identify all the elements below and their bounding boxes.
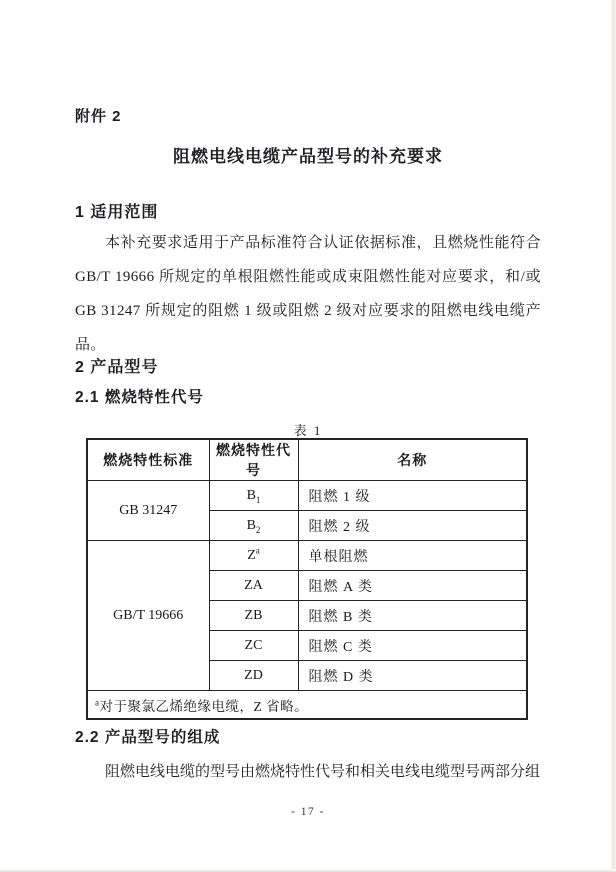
- code-cell: ZC: [209, 631, 298, 661]
- header-code: 燃烧特性代号: [209, 439, 298, 481]
- footnote-cell: [87, 691, 527, 720]
- name-cell: 单根阻燃: [298, 541, 527, 571]
- header-standard: 燃烧特性标准: [87, 439, 209, 481]
- section-2-2-paragraph: 阻燃电线电缆的型号由燃烧特性代号和相关电线电缆型号两部分组: [105, 764, 541, 780]
- code-cell: $B_1$: [209, 481, 298, 511]
- name-cell: 阻燃 2 级: [298, 511, 527, 541]
- name-cell: 阻燃 1 级: [298, 481, 527, 511]
- name-cell: 阻燃 C 类: [298, 631, 527, 661]
- table-row: [87, 541, 527, 571]
- attachment-label: 附件 2: [75, 108, 122, 125]
- name-cell: 阻燃 B 类: [298, 601, 527, 631]
- code-cell: ZA: [209, 571, 298, 601]
- document-title: 阻燃电线电缆产品型号的补充要求: [173, 147, 443, 166]
- code-cell: $Z^a$: [209, 541, 298, 571]
- table-caption: 表 1: [293, 423, 323, 438]
- standard-cell: GB 31247: [87, 481, 209, 541]
- footnote-marker: a: [95, 697, 100, 707]
- table-row: [87, 481, 527, 511]
- section-1-heading: 1 适用范围: [75, 204, 159, 221]
- name-cell: 阻燃 D 类: [298, 661, 527, 691]
- name-cell: 阻燃 A 类: [298, 571, 527, 601]
- code-cell: ZB: [209, 601, 298, 631]
- page-edge-right: [610, 0, 616, 872]
- footnote-text: 对于聚氯乙烯绝缘电缆，Z 省略。: [99, 698, 309, 714]
- section-2-1-heading: 2.1 燃烧特性代号: [75, 389, 204, 406]
- table-footnote-row: [87, 691, 527, 720]
- section-2-heading: 2 产品型号: [75, 359, 159, 376]
- table-header-row: [87, 439, 527, 481]
- section-2-2-heading: 2.2 产品型号的组成: [75, 729, 221, 746]
- code-cell: ZD: [209, 661, 298, 691]
- page-number: - 17 -: [291, 806, 325, 818]
- header-name: 名称: [298, 439, 527, 481]
- section-1-paragraph: 本补充要求适用于产品标准符合认证依据标准，且燃烧性能符合 GB/T 19666 所规定的单根阻燃性能或成束阻燃性能对应要求，和/或 GB 31247 所规定的阻燃 1 级或阻燃 2 级对应要求的阻燃电线电缆产品。: [75, 235, 541, 353]
- code-cell: $B_2$: [209, 511, 298, 541]
- standard-cell: GB/T 19666: [87, 541, 209, 691]
- flame-retardant-code-table: [86, 438, 528, 720]
